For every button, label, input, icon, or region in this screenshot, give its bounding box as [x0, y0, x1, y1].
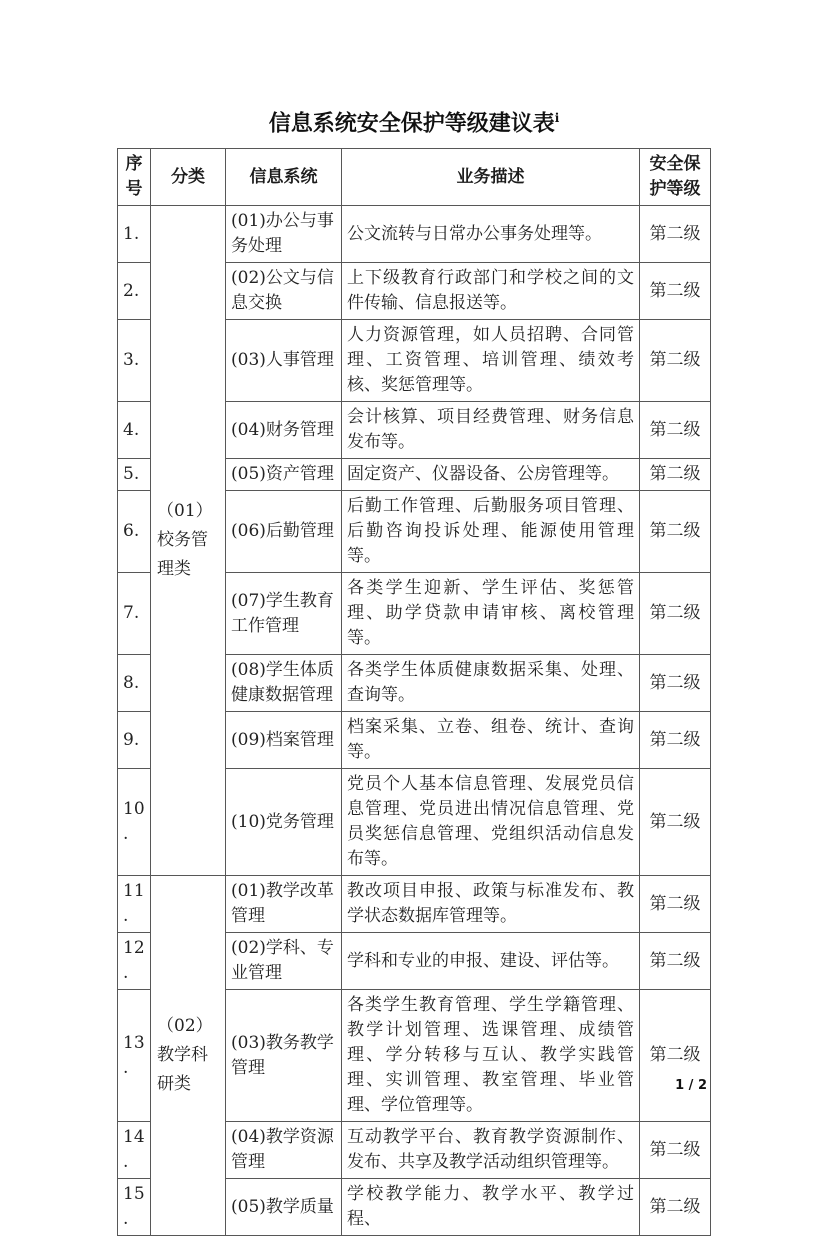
row-number-cell: 9.	[118, 712, 151, 769]
row-number-cell: 8.	[118, 655, 151, 712]
header-cell-number: 序号	[118, 149, 151, 206]
table-header-row	[118, 149, 711, 206]
system-cell: (04)教学资源管理	[226, 1122, 342, 1179]
level-cell: 第二级	[640, 402, 711, 459]
row-number-cell: 3.	[118, 320, 151, 402]
system-cell: (03)人事管理	[226, 320, 342, 402]
system-cell: (06)后勤管理	[226, 491, 342, 573]
description-cell: 上下级教育行政部门和学校之间的文件传输、信息报送等。	[342, 263, 640, 320]
description-cell: 后勤工作管理、后勤服务项目管理、后勤咨询投诉处理、能源使用管理等。	[342, 491, 640, 573]
row-number-cell: 11.	[118, 876, 151, 933]
row-number-cell: 1.	[118, 206, 151, 263]
row-number-cell: 14.	[118, 1122, 151, 1179]
level-cell: 第二级	[640, 263, 711, 320]
system-cell: (05)资产管理	[226, 459, 342, 491]
system-cell: (02)公文与信息交换	[226, 263, 342, 320]
row-number-cell: 5.	[118, 459, 151, 491]
description-cell: 学科和专业的申报、建设、评估等。	[342, 933, 640, 990]
level-cell: 第二级	[640, 573, 711, 655]
description-cell: 各类学生体质健康数据采集、处理、查询等。	[342, 655, 640, 712]
system-cell: (04)财务管理	[226, 402, 342, 459]
level-cell: 第二级	[640, 769, 711, 876]
level-cell: 第二级	[640, 1179, 711, 1236]
system-cell: (01)教学改革管理	[226, 876, 342, 933]
description-cell: 档案采集、立卷、组卷、统计、查询等。	[342, 712, 640, 769]
system-cell: (10)党务管理	[226, 769, 342, 876]
category-cell: （02）教学科研类	[151, 876, 226, 1236]
level-cell: 第二级	[640, 933, 711, 990]
security-level-table	[117, 148, 711, 1236]
level-cell: 第二级	[640, 491, 711, 573]
level-cell: 第二级	[640, 990, 711, 1122]
description-cell: 公文流转与日常办公事务处理等。	[342, 206, 640, 263]
system-cell: (02)学科、专业管理	[226, 933, 342, 990]
row-number-cell: 13.	[118, 990, 151, 1122]
level-cell: 第二级	[640, 320, 711, 402]
description-cell: 固定资产、仪器设备、公房管理等。	[342, 459, 640, 491]
row-number-cell: 10.	[118, 769, 151, 876]
row-number-cell: 12.	[118, 933, 151, 990]
description-cell: 各类学生教育管理、学生学籍管理、教学计划管理、选课管理、成绩管理、学分转移与互认、教学实践管理、实训管理、教室管理、毕业管理、学位管理等。	[342, 990, 640, 1122]
system-cell: (05)教学质量	[226, 1179, 342, 1236]
row-number-cell: 4.	[118, 402, 151, 459]
system-cell: (09)档案管理	[226, 712, 342, 769]
description-cell: 学校教学能力、教学水平、教学过程、	[342, 1179, 640, 1236]
system-cell: (07)学生教育工作管理	[226, 573, 342, 655]
row-number-cell: 2.	[118, 263, 151, 320]
table-row	[118, 206, 711, 263]
level-cell: 第二级	[640, 1122, 711, 1179]
row-number-cell: 15.	[118, 1179, 151, 1236]
level-cell: 第二级	[640, 655, 711, 712]
system-cell: (03)教务教学管理	[226, 990, 342, 1122]
system-cell: (01)办公与事务处理	[226, 206, 342, 263]
row-number-cell: 7.	[118, 573, 151, 655]
page-title	[0, 102, 828, 140]
page-title-text: 信息系统安全保护等级建议表	[268, 111, 555, 137]
description-cell: 各类学生迎新、学生评估、奖惩管理、助学贷款申请审核、离校管理等。	[342, 573, 640, 655]
description-cell: 会计核算、项目经费管理、财务信息发布等。	[342, 402, 640, 459]
header-cell-system: 信息系统	[226, 149, 342, 206]
level-cell: 第二级	[640, 206, 711, 263]
level-cell: 第二级	[640, 876, 711, 933]
level-cell: 第二级	[640, 459, 711, 491]
level-cell: 第二级	[640, 712, 711, 769]
description-cell: 人力资源管理，如人员招聘、合同管理、工资管理、培训管理、绩效考核、奖惩管理等。	[342, 320, 640, 402]
page-number: 1 / 2	[675, 1078, 707, 1093]
row-number-cell: 6.	[118, 491, 151, 573]
category-cell: （01）校务管理类	[151, 206, 226, 876]
description-cell: 互动教学平台、教育教学资源制作、发布、共享及教学活动组织管理等。	[342, 1122, 640, 1179]
description-cell: 党员个人基本信息管理、发展党员信息管理、党员进出情况信息管理、党员奖惩信息管理、党组织活动信息发布等。	[342, 769, 640, 876]
description-cell: 教改项目申报、政策与标准发布、教学状态数据库管理等。	[342, 876, 640, 933]
header-cell-category: 分类	[151, 149, 226, 206]
header-cell-description: 业务描述	[342, 149, 640, 206]
header-cell-level: 安全保护等级	[640, 149, 711, 206]
system-cell: (08)学生体质健康数据管理	[226, 655, 342, 712]
table-row	[118, 876, 711, 933]
title-footnote-marker: i	[554, 111, 560, 125]
